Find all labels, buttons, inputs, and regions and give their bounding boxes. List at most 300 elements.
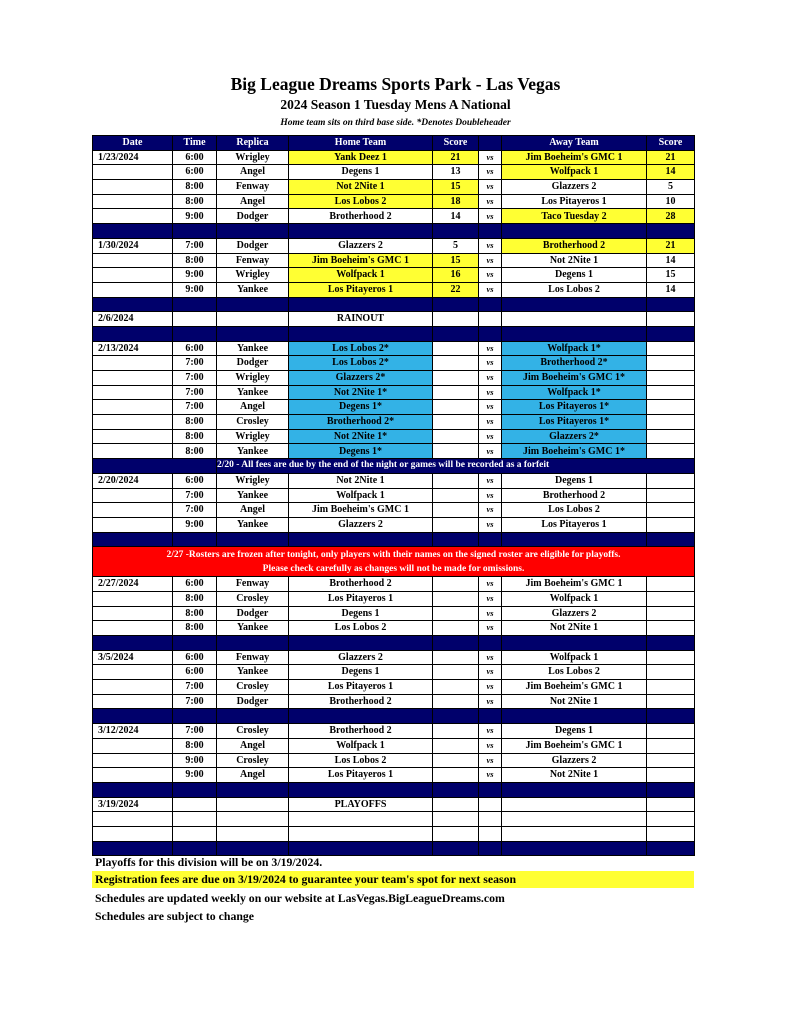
date-cell: 3/5/2024	[93, 650, 173, 665]
separator-cell	[647, 297, 695, 312]
col-header-replica: Replica	[217, 136, 289, 151]
time-cell: 6:00	[173, 650, 217, 665]
away-score-cell	[647, 738, 695, 753]
away-score-cell	[647, 665, 695, 680]
page-subtitle: 2024 Season 1 Tuesday Mens A National	[280, 97, 511, 112]
vs-cell: vs	[479, 665, 502, 680]
separator-cell	[647, 636, 695, 651]
vs-cell: vs	[479, 209, 502, 224]
separator-cell	[479, 709, 502, 724]
vs-cell: vs	[479, 194, 502, 209]
home-team-cell: Brotherhood 2	[289, 724, 433, 739]
game-row	[93, 665, 695, 680]
time-cell	[173, 797, 217, 812]
date-cell	[93, 165, 173, 180]
time-cell: 9:00	[173, 268, 217, 283]
game-row	[93, 621, 695, 636]
time-cell: 7:00	[173, 371, 217, 386]
vs-cell: vs	[479, 371, 502, 386]
time-cell: 6:00	[173, 577, 217, 592]
home-score-cell	[433, 400, 479, 415]
away-score-cell	[647, 826, 695, 841]
vs-cell: vs	[479, 180, 502, 195]
home-team-cell: Glazzers 2	[289, 238, 433, 253]
vs-cell	[479, 826, 502, 841]
replica-cell: Dodger	[217, 238, 289, 253]
section-separator	[93, 636, 695, 651]
away-score-cell: 14	[647, 282, 695, 297]
separator-cell	[479, 532, 502, 547]
home-team-cell: Not 2Nite 1*	[289, 385, 433, 400]
separator-cell	[289, 224, 433, 239]
col-header-date: Date	[93, 136, 173, 151]
time-cell: 8:00	[173, 429, 217, 444]
time-cell: 8:00	[173, 253, 217, 268]
game-row	[93, 150, 695, 165]
time-cell	[173, 812, 217, 827]
home-score-cell	[433, 429, 479, 444]
separator-cell	[502, 326, 647, 341]
home-team-cell: Wolfpack 1	[289, 738, 433, 753]
separator-cell	[502, 636, 647, 651]
away-team-cell	[502, 312, 647, 327]
vs-cell: vs	[479, 517, 502, 532]
replica-cell: Yankee	[217, 517, 289, 532]
website-note: Schedules are updated weekly on our website at LasVegas.BigLeagueDreams.com	[95, 891, 505, 905]
away-score-cell	[647, 724, 695, 739]
away-team-cell: Jim Boeheim's GMC 1	[502, 577, 647, 592]
away-team-cell: Wolfpack 1	[502, 591, 647, 606]
date-cell: 1/30/2024	[93, 238, 173, 253]
date-cell	[93, 753, 173, 768]
away-score-cell	[647, 606, 695, 621]
replica-cell: Dodger	[217, 356, 289, 371]
col-header-vs	[479, 136, 502, 151]
vs-cell: vs	[479, 268, 502, 283]
separator-cell	[289, 709, 433, 724]
replica-cell: Crosley	[217, 724, 289, 739]
away-team-cell: Brotherhood 2	[502, 238, 647, 253]
away-team-cell: Los Pitayeros 1*	[502, 400, 647, 415]
home-score-cell: 15	[433, 253, 479, 268]
separator-cell	[173, 782, 217, 797]
separator-cell	[173, 709, 217, 724]
home-score-cell	[433, 503, 479, 518]
home-team-cell	[289, 812, 433, 827]
game-row	[93, 473, 695, 488]
away-score-cell: 15	[647, 268, 695, 283]
separator-cell	[502, 224, 647, 239]
replica-cell: Angel	[217, 400, 289, 415]
game-row	[93, 517, 695, 532]
date-cell	[93, 591, 173, 606]
separator-cell	[289, 532, 433, 547]
vs-cell: vs	[479, 621, 502, 636]
away-score-cell	[647, 753, 695, 768]
game-row	[93, 180, 695, 195]
separator-cell	[479, 297, 502, 312]
col-header-home-score: Score	[433, 136, 479, 151]
date-cell	[93, 415, 173, 430]
time-cell: 7:00	[173, 503, 217, 518]
table-header-row	[93, 136, 695, 151]
home-score-cell	[433, 473, 479, 488]
home-team-cell: Not 2Nite 1	[289, 180, 433, 195]
game-row	[93, 591, 695, 606]
away-score-cell	[647, 621, 695, 636]
time-cell: 9:00	[173, 768, 217, 783]
roster-alert-row	[93, 547, 695, 577]
away-team-cell: Degens 1	[502, 724, 647, 739]
home-score-cell	[433, 694, 479, 709]
date-cell: 3/12/2024	[93, 724, 173, 739]
section-separator	[93, 297, 695, 312]
away-score-cell: 21	[647, 238, 695, 253]
date-cell: 2/20/2024	[93, 473, 173, 488]
time-cell: 6:00	[173, 665, 217, 680]
game-row	[93, 312, 695, 327]
date-cell	[93, 503, 173, 518]
home-score-cell	[433, 797, 479, 812]
separator-cell	[647, 224, 695, 239]
vs-cell: vs	[479, 753, 502, 768]
replica-cell: Crosley	[217, 415, 289, 430]
home-team-cell: Glazzers 2	[289, 650, 433, 665]
subject-note: Schedules are subject to change	[95, 909, 255, 923]
replica-cell: Crosley	[217, 753, 289, 768]
section-separator	[93, 532, 695, 547]
away-score-cell	[647, 577, 695, 592]
replica-cell: Wrigley	[217, 429, 289, 444]
separator-cell	[502, 841, 647, 856]
home-team-cell: PLAYOFFS	[289, 797, 433, 812]
replica-cell: Angel	[217, 194, 289, 209]
home-team-cell: Glazzers 2	[289, 517, 433, 532]
replica-cell: Yankee	[217, 385, 289, 400]
game-row	[93, 444, 695, 459]
away-score-cell	[647, 591, 695, 606]
date-cell: 2/13/2024	[93, 341, 173, 356]
home-score-cell	[433, 356, 479, 371]
home-team-cell: Yank Deez 1	[289, 150, 433, 165]
away-score-cell: 14	[647, 253, 695, 268]
playoffs-note: Playoffs for this division will be on 3/19/2024.	[95, 855, 323, 869]
vs-cell: vs	[479, 150, 502, 165]
away-team-cell: Jim Boeheim's GMC 1*	[502, 371, 647, 386]
vs-cell: vs	[479, 591, 502, 606]
away-score-cell	[647, 415, 695, 430]
away-score-cell	[647, 488, 695, 503]
date-cell	[93, 694, 173, 709]
home-team-cell: Degens 1	[289, 665, 433, 680]
date-cell	[93, 400, 173, 415]
replica-cell: Yankee	[217, 665, 289, 680]
home-score-cell: 14	[433, 209, 479, 224]
col-header-away-score: Score	[647, 136, 695, 151]
separator-cell	[93, 297, 173, 312]
separator-cell	[173, 636, 217, 651]
section-separator	[93, 782, 695, 797]
vs-cell: vs	[479, 415, 502, 430]
game-row	[93, 385, 695, 400]
vs-cell: vs	[479, 341, 502, 356]
replica-cell: Dodger	[217, 606, 289, 621]
home-team-cell: Wolfpack 1	[289, 488, 433, 503]
time-cell: 8:00	[173, 591, 217, 606]
replica-cell: Angel	[217, 165, 289, 180]
game-row	[93, 429, 695, 444]
away-score-cell	[647, 429, 695, 444]
away-team-cell: Glazzers 2	[502, 180, 647, 195]
separator-cell	[433, 224, 479, 239]
home-team-cell: Los Pitayeros 1	[289, 680, 433, 695]
separator-cell	[173, 297, 217, 312]
fees-banner-row	[93, 459, 695, 474]
home-team-cell: Wolfpack 1	[289, 268, 433, 283]
date-cell: 3/19/2024	[93, 797, 173, 812]
home-score-cell	[433, 488, 479, 503]
time-cell: 7:00	[173, 694, 217, 709]
time-cell: 6:00	[173, 150, 217, 165]
away-score-cell: 10	[647, 194, 695, 209]
away-team-cell: Degens 1	[502, 473, 647, 488]
vs-cell: vs	[479, 606, 502, 621]
replica-cell: Yankee	[217, 621, 289, 636]
away-team-cell: Los Lobos 2	[502, 503, 647, 518]
away-score-cell: 14	[647, 165, 695, 180]
away-team-cell: Taco Tuesday 2	[502, 209, 647, 224]
separator-cell	[93, 636, 173, 651]
replica-cell: Crosley	[217, 591, 289, 606]
separator-cell	[479, 841, 502, 856]
replica-cell: Dodger	[217, 694, 289, 709]
replica-cell: Crosley	[217, 680, 289, 695]
away-team-cell	[502, 826, 647, 841]
time-cell: 8:00	[173, 180, 217, 195]
game-row	[93, 253, 695, 268]
vs-cell: vs	[479, 282, 502, 297]
separator-cell	[433, 709, 479, 724]
replica-cell: Yankee	[217, 282, 289, 297]
home-score-cell	[433, 621, 479, 636]
away-team-cell: Not 2Nite 1	[502, 768, 647, 783]
game-row	[93, 577, 695, 592]
game-row	[93, 209, 695, 224]
time-cell: 8:00	[173, 444, 217, 459]
home-score-cell	[433, 415, 479, 430]
date-cell: 1/23/2024	[93, 150, 173, 165]
game-row	[93, 341, 695, 356]
time-cell: 7:00	[173, 385, 217, 400]
home-score-cell	[433, 385, 479, 400]
away-team-cell	[502, 797, 647, 812]
game-row	[93, 488, 695, 503]
date-cell	[93, 282, 173, 297]
time-cell: 6:00	[173, 473, 217, 488]
separator-cell	[289, 326, 433, 341]
separator-cell	[479, 224, 502, 239]
home-score-cell	[433, 826, 479, 841]
separator-cell	[647, 782, 695, 797]
section-separator	[93, 224, 695, 239]
time-cell: 8:00	[173, 194, 217, 209]
away-team-cell: Los Lobos 2	[502, 665, 647, 680]
home-score-cell: 13	[433, 165, 479, 180]
home-team-cell: Jim Boeheim's GMC 1	[289, 503, 433, 518]
replica-cell: Angel	[217, 503, 289, 518]
home-team-cell: Los Lobos 2*	[289, 341, 433, 356]
away-team-cell: Wolfpack 1*	[502, 341, 647, 356]
vs-cell: vs	[479, 429, 502, 444]
separator-cell	[433, 841, 479, 856]
date-cell: 2/27/2024	[93, 577, 173, 592]
separator-cell	[217, 841, 289, 856]
roster-alert-line: Please check carefully as changes will not be made for omissions.	[262, 563, 525, 574]
date-cell	[93, 385, 173, 400]
away-score-cell	[647, 650, 695, 665]
away-team-cell	[502, 812, 647, 827]
home-team-cell: Los Pitayeros 1	[289, 768, 433, 783]
replica-cell: Angel	[217, 768, 289, 783]
date-cell	[93, 488, 173, 503]
away-score-cell	[647, 400, 695, 415]
time-cell: 6:00	[173, 165, 217, 180]
away-team-cell: Brotherhood 2*	[502, 356, 647, 371]
replica-cell: Wrigley	[217, 371, 289, 386]
separator-cell	[647, 709, 695, 724]
vs-cell: vs	[479, 400, 502, 415]
game-row	[93, 738, 695, 753]
away-score-cell: 28	[647, 209, 695, 224]
away-team-cell: Glazzers 2	[502, 606, 647, 621]
separator-cell	[289, 841, 433, 856]
game-row	[93, 650, 695, 665]
date-cell	[93, 680, 173, 695]
time-cell: 8:00	[173, 738, 217, 753]
separator-cell	[93, 532, 173, 547]
separator-cell	[433, 636, 479, 651]
separator-cell	[93, 326, 173, 341]
date-cell	[93, 209, 173, 224]
vs-cell: vs	[479, 253, 502, 268]
away-team-cell: Wolfpack 1*	[502, 385, 647, 400]
time-cell: 9:00	[173, 209, 217, 224]
away-score-cell: 5	[647, 180, 695, 195]
home-team-cell: Los Lobos 2	[289, 621, 433, 636]
separator-cell	[217, 782, 289, 797]
time-cell: 8:00	[173, 415, 217, 430]
separator-cell	[289, 782, 433, 797]
separator-cell	[173, 224, 217, 239]
home-score-cell: 5	[433, 238, 479, 253]
date-cell	[93, 621, 173, 636]
schedule-table	[92, 135, 695, 856]
separator-cell	[93, 782, 173, 797]
home-score-cell	[433, 753, 479, 768]
separator-cell	[479, 326, 502, 341]
replica-cell: Fenway	[217, 577, 289, 592]
time-cell: 7:00	[173, 724, 217, 739]
away-score-cell	[647, 341, 695, 356]
replica-cell: Yankee	[217, 488, 289, 503]
separator-cell	[647, 841, 695, 856]
replica-cell: Wrigley	[217, 150, 289, 165]
home-team-cell: Jim Boeheim's GMC 1	[289, 253, 433, 268]
replica-cell	[217, 312, 289, 327]
vs-cell: vs	[479, 165, 502, 180]
replica-cell: Wrigley	[217, 268, 289, 283]
vs-cell: vs	[479, 680, 502, 695]
away-team-cell: Los Lobos 2	[502, 282, 647, 297]
away-score-cell	[647, 812, 695, 827]
replica-cell	[217, 812, 289, 827]
time-cell	[173, 826, 217, 841]
away-score-cell	[647, 444, 695, 459]
home-team-cell: Los Pitayeros 1	[289, 282, 433, 297]
game-row	[93, 268, 695, 283]
away-score-cell	[647, 473, 695, 488]
vs-cell	[479, 812, 502, 827]
schedule-note: Home team sits on third base side. *Denotes Doubleheader	[280, 118, 511, 128]
away-score-cell	[647, 797, 695, 812]
home-score-cell	[433, 665, 479, 680]
game-row	[93, 797, 695, 812]
vs-cell: vs	[479, 385, 502, 400]
separator-cell	[479, 782, 502, 797]
away-team-cell: Not 2Nite 1	[502, 621, 647, 636]
time-cell: 9:00	[173, 753, 217, 768]
roster-alert	[93, 547, 695, 577]
home-team-cell: Not 2Nite 1	[289, 473, 433, 488]
home-team-cell: Brotherhood 2	[289, 209, 433, 224]
game-row	[93, 724, 695, 739]
date-cell	[93, 180, 173, 195]
section-separator	[93, 841, 695, 856]
separator-cell	[502, 782, 647, 797]
away-score-cell	[647, 371, 695, 386]
registration-note: Registration fees are due on 3/19/2024 to guarantee your team's spot for next season	[92, 871, 694, 888]
separator-cell	[217, 532, 289, 547]
separator-cell	[502, 532, 647, 547]
date-cell	[93, 768, 173, 783]
home-score-cell: 18	[433, 194, 479, 209]
away-score-cell	[647, 503, 695, 518]
time-cell: 8:00	[173, 621, 217, 636]
away-team-cell: Glazzers 2*	[502, 429, 647, 444]
home-score-cell	[433, 650, 479, 665]
separator-cell	[217, 297, 289, 312]
banner-spacer	[93, 459, 217, 474]
home-score-cell	[433, 724, 479, 739]
home-team-cell: Brotherhood 2	[289, 577, 433, 592]
game-row	[93, 371, 695, 386]
home-score-cell: 21	[433, 150, 479, 165]
away-team-cell: Wolfpack 1	[502, 165, 647, 180]
vs-cell: vs	[479, 694, 502, 709]
separator-cell	[647, 326, 695, 341]
home-score-cell	[433, 680, 479, 695]
replica-cell: Wrigley	[217, 473, 289, 488]
fees-banner: 2/20 - All fees are due by the end of the night or games will be recorded as a forfeit	[217, 459, 695, 474]
home-score-cell	[433, 738, 479, 753]
away-team-cell: Jim Boeheim's GMC 1*	[502, 444, 647, 459]
away-team-cell: Jim Boeheim's GMC 1	[502, 680, 647, 695]
home-team-cell: Degens 1	[289, 165, 433, 180]
away-team-cell: Not 2Nite 1	[502, 253, 647, 268]
replica-cell: Yankee	[217, 444, 289, 459]
game-row	[93, 680, 695, 695]
vs-cell: vs	[479, 356, 502, 371]
